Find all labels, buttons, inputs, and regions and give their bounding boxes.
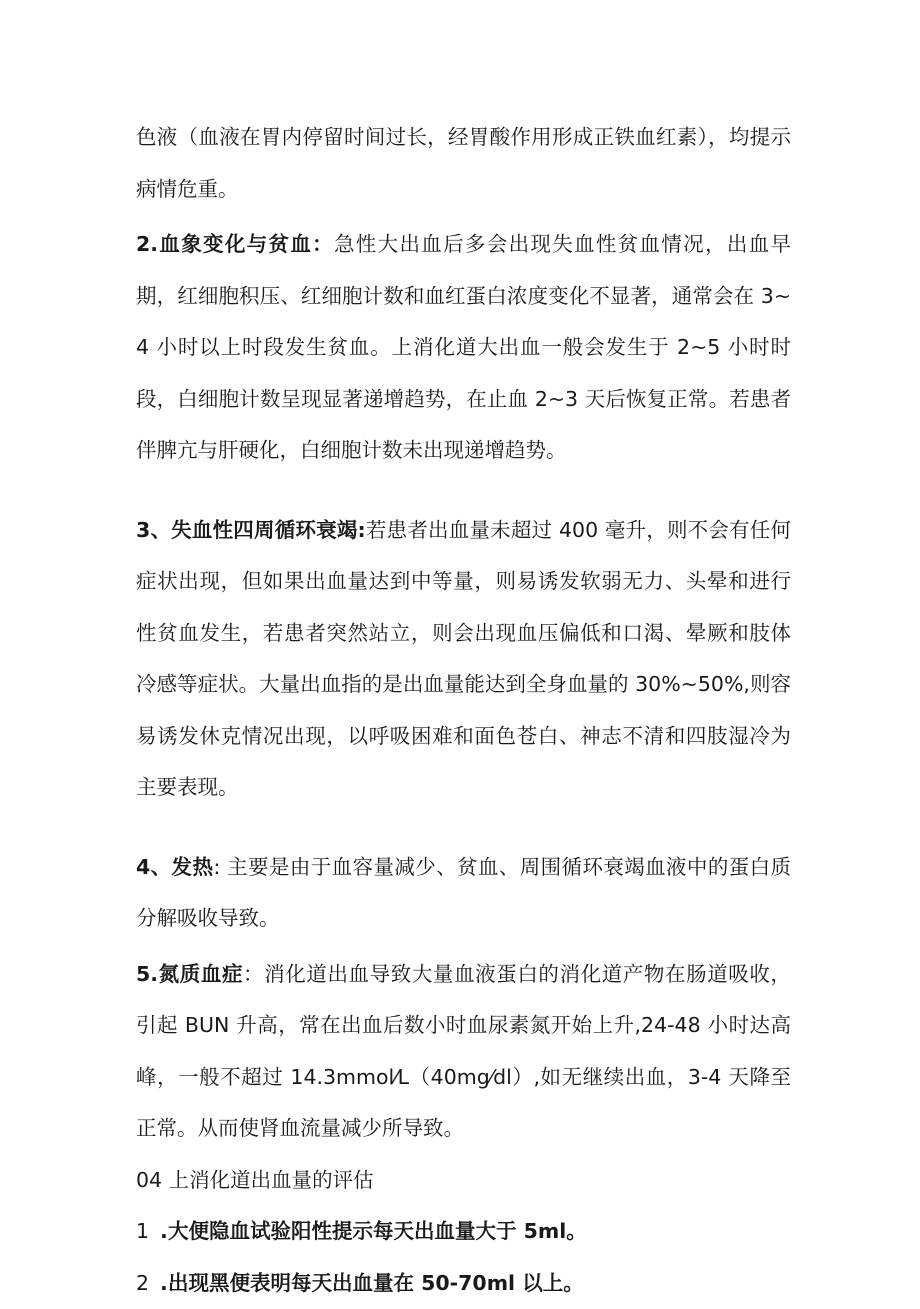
list-text: 出现黑便表明每天出血量在 50-70ml 以上。 xyxy=(168,1271,584,1295)
list-number: 1 xyxy=(136,1206,160,1258)
paragraph-text: : 主要是由于血容量减少、贫血、周围循环衰竭血液中的蛋白质分解吸收导致。 xyxy=(136,855,791,931)
paragraph-text: 色液（血液在胃内停留时间过长，经胃酸作用形成正铁血红素），均提示病情危重。 xyxy=(136,125,791,201)
paragraph-fever xyxy=(136,842,791,945)
list-text: 大便隐血试验阳性提示每天出血量大于 5ml。 xyxy=(168,1219,587,1243)
list-number: 2 xyxy=(136,1258,160,1309)
paragraph-label: 2.血象变化与贫血： xyxy=(136,232,334,256)
paragraph-text: 急性大出血后多会出现失血性贫血情况，出血早期，红细胞积压、红细胞计数和血红蛋白浓度变化不显著，通常会在 3~4 小时以上时段发生贫血。上消化道大出血一般会发生于 2~5 小时时段，白细胞计数呈现显著递增趋势，在止血 2~3 天后恢复正常。若患者伴脾亢与肝硬化，白细胞计数未出现递增趋势。 xyxy=(136,232,791,462)
paragraph-label: 3、失血性四周循环衰竭: xyxy=(136,518,366,542)
paragraph-label: 4、发热 xyxy=(136,855,213,879)
paragraph-label: 5.氮质血症 xyxy=(136,962,243,986)
paragraph-blood-changes xyxy=(136,219,791,477)
paragraph-text: ：消化道出血导致大量血液蛋白的消化道产物在肠道吸收，引起 BUN 升高，常在出血后数小时血尿素氮开始上升,24-48 小时达高峰，一般不超过 14.3mmol⁄L（40mg⁄dl）,如无继续出血，3-4 天降至正常。从而使肾血流量减少所导致。 xyxy=(136,962,791,1141)
paragraph-circulatory-failure xyxy=(136,505,791,814)
paragraph-continuation xyxy=(136,112,791,215)
list-item: 2 .出现黑便表明每天出血量在 50-70ml 以上。 xyxy=(136,1258,791,1309)
section-heading: 04 上消化道出血量的评估 xyxy=(136,1155,791,1207)
paragraph-text: 若患者出血量未超过 400 毫升，则不会有任何症状出现，但如果出血量达到中等量，则易诱发软弱无力、头晕和进行性贫血发生，若患者突然站立，则会出现血压偏低和口渴、晕厥和肢体冷感等症状。大量出血指的是出血量能达到全身血量的 30%~50%,则容易诱发休克情况出现，以呼吸困难和面色苍白、神志不清和四肢湿冷为主要表现。 xyxy=(136,518,791,800)
document-page xyxy=(136,112,791,1309)
paragraph-azotemia xyxy=(136,949,791,1155)
list-item: 1 .大便隐血试验阳性提示每天出血量大于 5ml。 xyxy=(136,1206,791,1258)
